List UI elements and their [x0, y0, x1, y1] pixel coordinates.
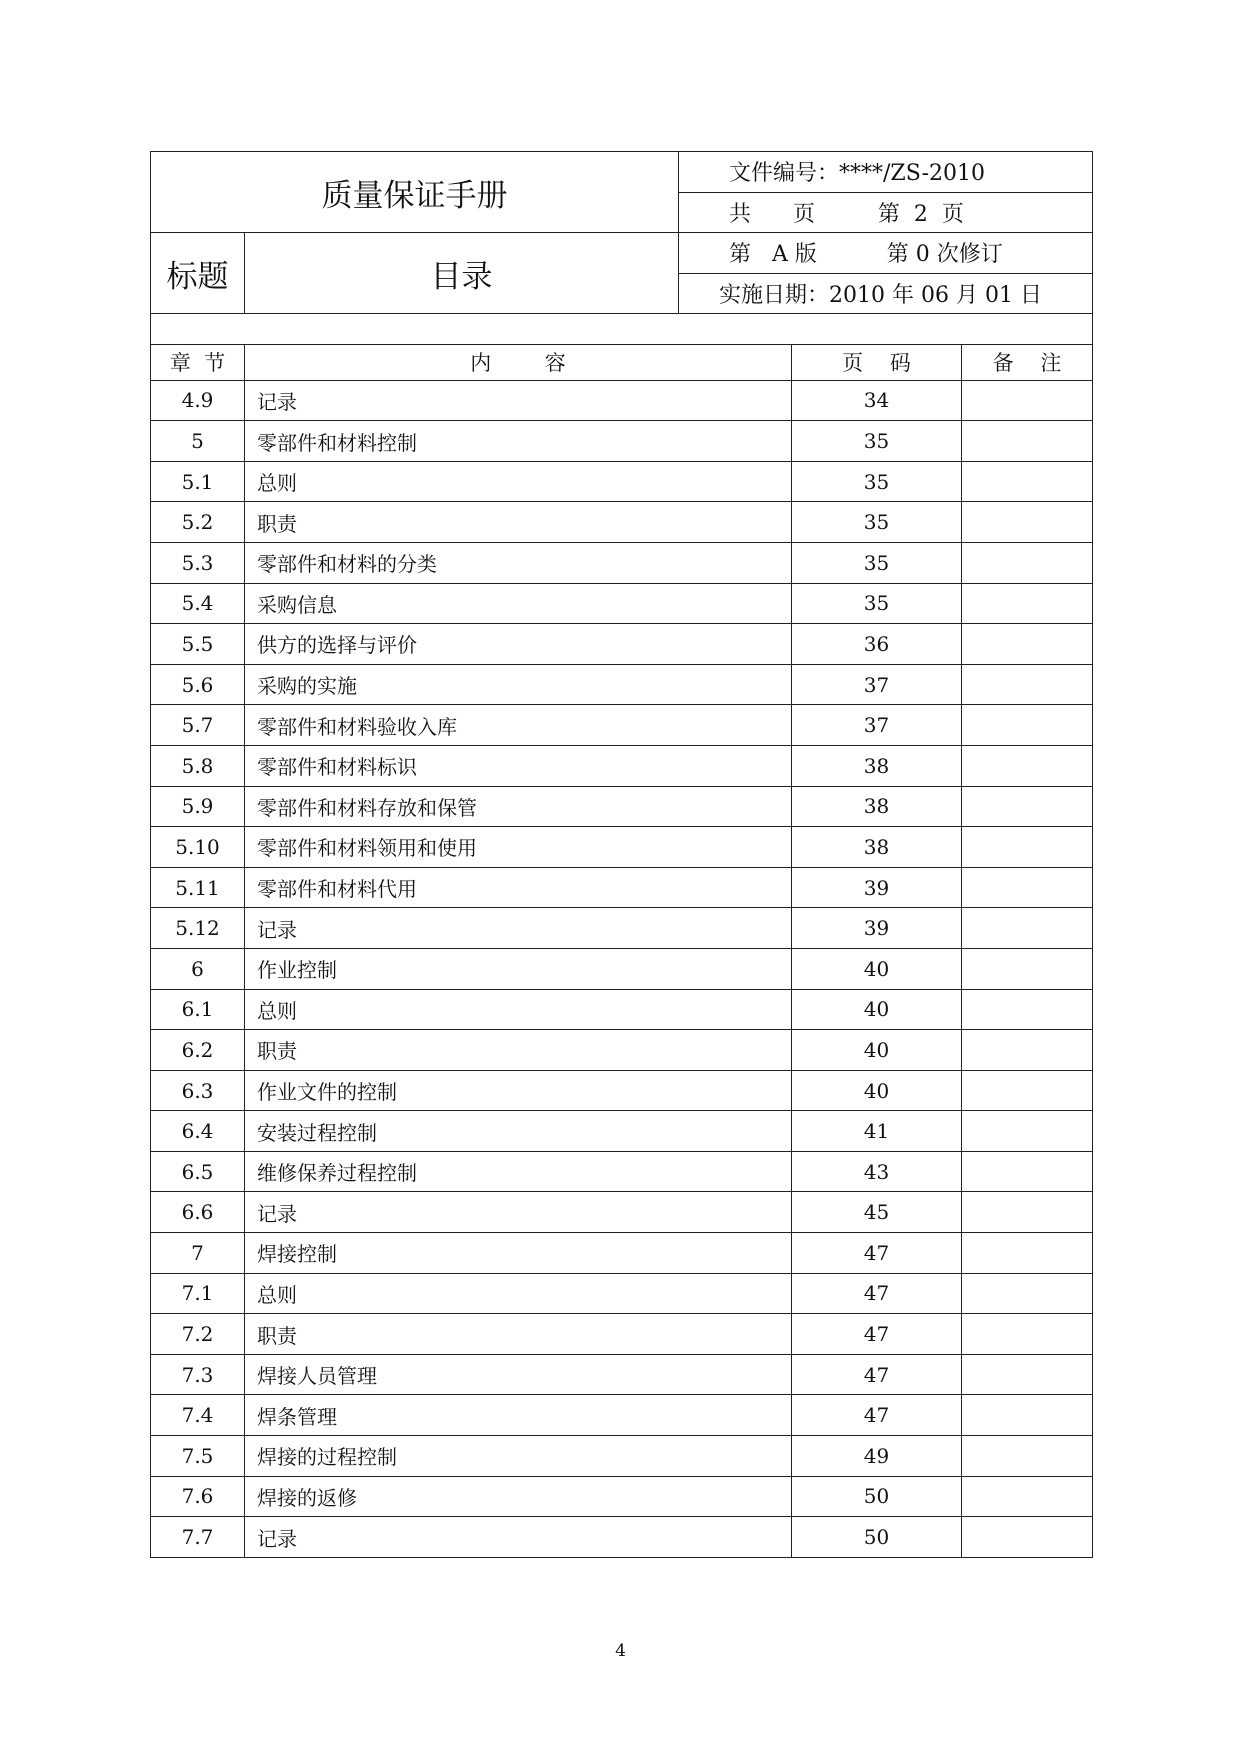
- toc-table: [150, 313, 1093, 1558]
- toc-row: [151, 948, 1093, 989]
- page-ref: 40: [792, 948, 962, 989]
- entry-title: 职责: [245, 1030, 792, 1071]
- entry-title: 作业控制: [245, 948, 792, 989]
- remark-cell: [962, 908, 1093, 949]
- entry-title: 零部件和材料存放和保管: [245, 786, 792, 827]
- chapter-number: 6.4: [151, 1111, 245, 1152]
- effective-date: 实施日期：2010 年 06 月 01 日: [679, 273, 1093, 314]
- chapter-number: 5.5: [151, 624, 245, 665]
- toc-row: [151, 1151, 1093, 1192]
- toc-row: [151, 1070, 1093, 1111]
- entry-title: 焊接的过程控制: [245, 1436, 792, 1477]
- entry-title: 记录: [245, 1517, 792, 1558]
- remark-cell: [962, 1151, 1093, 1192]
- page-ref: 35: [792, 583, 962, 624]
- entry-title: 零部件和材料领用和使用: [245, 827, 792, 868]
- doc-title: 质量保证手册: [151, 152, 679, 233]
- entry-title: 焊接的返修: [245, 1476, 792, 1517]
- toc-row: [151, 542, 1093, 583]
- entry-title: 焊接人员管理: [245, 1354, 792, 1395]
- remark-cell: [962, 1395, 1093, 1436]
- page-ref: 41: [792, 1111, 962, 1152]
- page-ref: 38: [792, 786, 962, 827]
- toc-row: [151, 745, 1093, 786]
- remark-cell: [962, 948, 1093, 989]
- chapter-number: 5.3: [151, 542, 245, 583]
- remark-header: 备 注: [962, 344, 1093, 380]
- toc-row: [151, 908, 1093, 949]
- entry-title: 总则: [245, 1273, 792, 1314]
- remark-cell: [962, 1030, 1093, 1071]
- chapter-number: 7.7: [151, 1517, 245, 1558]
- page-ref: 47: [792, 1273, 962, 1314]
- entry-title: 安装过程控制: [245, 1111, 792, 1152]
- toc-row: [151, 502, 1093, 543]
- page-ref: 47: [792, 1354, 962, 1395]
- page-ref: 34: [792, 380, 962, 421]
- remark-cell: [962, 827, 1093, 868]
- toc-row: [151, 1314, 1093, 1355]
- entry-title: 职责: [245, 1314, 792, 1355]
- page-ref: 47: [792, 1233, 962, 1274]
- toc-row: [151, 989, 1093, 1030]
- entry-title: 职责: [245, 502, 792, 543]
- page-ref: 37: [792, 664, 962, 705]
- page-ref: 40: [792, 989, 962, 1030]
- chapter-number: 7.6: [151, 1476, 245, 1517]
- chapter-number: 5.10: [151, 827, 245, 868]
- remark-cell: [962, 664, 1093, 705]
- chapter-number: 5.1: [151, 461, 245, 502]
- page-ref: 39: [792, 908, 962, 949]
- entry-title: 零部件和材料验收入库: [245, 705, 792, 746]
- page-ref: 50: [792, 1476, 962, 1517]
- chapter-number: 6.6: [151, 1192, 245, 1233]
- remark-cell: [962, 1517, 1093, 1558]
- entry-title: 零部件和材料的分类: [245, 542, 792, 583]
- toc-row: [151, 583, 1093, 624]
- entry-title: 供方的选择与评价: [245, 624, 792, 665]
- toc-row: [151, 1476, 1093, 1517]
- toc-row: [151, 380, 1093, 421]
- file-number: 文件编号：****/ZS-2010: [679, 152, 1093, 193]
- chapter-number: 5.6: [151, 664, 245, 705]
- page-ref: 40: [792, 1030, 962, 1071]
- chapter-number: 5.7: [151, 705, 245, 746]
- content-header: 内 容: [245, 344, 792, 380]
- chapter-number: 7.3: [151, 1354, 245, 1395]
- remark-cell: [962, 745, 1093, 786]
- remark-cell: [962, 583, 1093, 624]
- section-title: 目录: [245, 233, 679, 314]
- page-ref: 35: [792, 421, 962, 462]
- title-label: 标题: [151, 233, 245, 314]
- toc-row: [151, 1233, 1093, 1274]
- entry-title: 维修保养过程控制: [245, 1151, 792, 1192]
- page-ref: 40: [792, 1070, 962, 1111]
- page-ref: 47: [792, 1395, 962, 1436]
- chapter-number: 5.2: [151, 502, 245, 543]
- page-number: 4: [615, 1641, 626, 1661]
- page-ref: 39: [792, 867, 962, 908]
- page-ref: 35: [792, 502, 962, 543]
- entry-title: 焊条管理: [245, 1395, 792, 1436]
- page-ref: 45: [792, 1192, 962, 1233]
- chapter-number: 6.5: [151, 1151, 245, 1192]
- chapter-number: 5.4: [151, 583, 245, 624]
- remark-cell: [962, 1233, 1093, 1274]
- remark-cell: [962, 867, 1093, 908]
- toc-row: [151, 705, 1093, 746]
- page-ref: 35: [792, 542, 962, 583]
- remark-cell: [962, 624, 1093, 665]
- toc-row: [151, 664, 1093, 705]
- remark-cell: [962, 542, 1093, 583]
- page-ref: 43: [792, 1151, 962, 1192]
- page-ref: 50: [792, 1517, 962, 1558]
- entry-title: 零部件和材料控制: [245, 421, 792, 462]
- page-info: 共 页 第 2 页: [679, 192, 1093, 233]
- chapter-number: 7.5: [151, 1436, 245, 1477]
- toc-row: [151, 421, 1093, 462]
- entry-title: 总则: [245, 989, 792, 1030]
- spacer-row: [151, 313, 1093, 344]
- toc-body: [151, 380, 1093, 1557]
- toc-row: [151, 1030, 1093, 1071]
- entry-title: 记录: [245, 1192, 792, 1233]
- chapter-number: 6.2: [151, 1030, 245, 1071]
- toc-row: [151, 461, 1093, 502]
- remark-cell: [962, 1354, 1093, 1395]
- toc-row: [151, 827, 1093, 868]
- toc-row: [151, 867, 1093, 908]
- page-ref: 49: [792, 1436, 962, 1477]
- toc-row: [151, 1192, 1093, 1233]
- entry-title: 记录: [245, 908, 792, 949]
- chapter-number: 5.12: [151, 908, 245, 949]
- entry-title: 零部件和材料标识: [245, 745, 792, 786]
- remark-cell: [962, 1436, 1093, 1477]
- toc-row: [151, 1354, 1093, 1395]
- remark-cell: [962, 1273, 1093, 1314]
- remark-cell: [962, 502, 1093, 543]
- chapter-number: 7.2: [151, 1314, 245, 1355]
- document-frame: [150, 151, 1092, 1558]
- page-ref: 38: [792, 745, 962, 786]
- remark-cell: [962, 1111, 1093, 1152]
- chapter-number: 6.1: [151, 989, 245, 1030]
- chapter-header: 章 节: [151, 344, 245, 380]
- header-table: [150, 151, 1093, 314]
- toc-row: [151, 786, 1093, 827]
- toc-row: [151, 1517, 1093, 1558]
- entry-title: 记录: [245, 380, 792, 421]
- edition-info: 第 A 版 第 0 次修订: [679, 233, 1093, 274]
- chapter-number: 5.9: [151, 786, 245, 827]
- remark-cell: [962, 380, 1093, 421]
- chapter-number: 6: [151, 948, 245, 989]
- page-ref: 38: [792, 827, 962, 868]
- entry-title: 零部件和材料代用: [245, 867, 792, 908]
- remark-cell: [962, 786, 1093, 827]
- entry-title: 采购的实施: [245, 664, 792, 705]
- page-ref: 36: [792, 624, 962, 665]
- entry-title: 采购信息: [245, 583, 792, 624]
- toc-row: [151, 624, 1093, 665]
- remark-cell: [962, 989, 1093, 1030]
- page-ref: 47: [792, 1314, 962, 1355]
- chapter-number: 5.11: [151, 867, 245, 908]
- chapter-number: 7.4: [151, 1395, 245, 1436]
- entry-title: 总则: [245, 461, 792, 502]
- page-header: 页 码: [792, 344, 962, 380]
- page-ref: 37: [792, 705, 962, 746]
- remark-cell: [962, 1192, 1093, 1233]
- chapter-number: 7: [151, 1233, 245, 1274]
- remark-cell: [962, 1070, 1093, 1111]
- toc-row: [151, 1111, 1093, 1152]
- remark-cell: [962, 1476, 1093, 1517]
- remark-cell: [962, 1314, 1093, 1355]
- chapter-number: 5.8: [151, 745, 245, 786]
- chapter-number: 4.9: [151, 380, 245, 421]
- entry-title: 作业文件的控制: [245, 1070, 792, 1111]
- remark-cell: [962, 421, 1093, 462]
- toc-row: [151, 1395, 1093, 1436]
- page-ref: 35: [792, 461, 962, 502]
- chapter-number: 7.1: [151, 1273, 245, 1314]
- toc-header-row: [151, 344, 1093, 380]
- chapter-number: 6.3: [151, 1070, 245, 1111]
- chapter-number: 5: [151, 421, 245, 462]
- remark-cell: [962, 461, 1093, 502]
- remark-cell: [962, 705, 1093, 746]
- toc-row: [151, 1436, 1093, 1477]
- toc-row: [151, 1273, 1093, 1314]
- entry-title: 焊接控制: [245, 1233, 792, 1274]
